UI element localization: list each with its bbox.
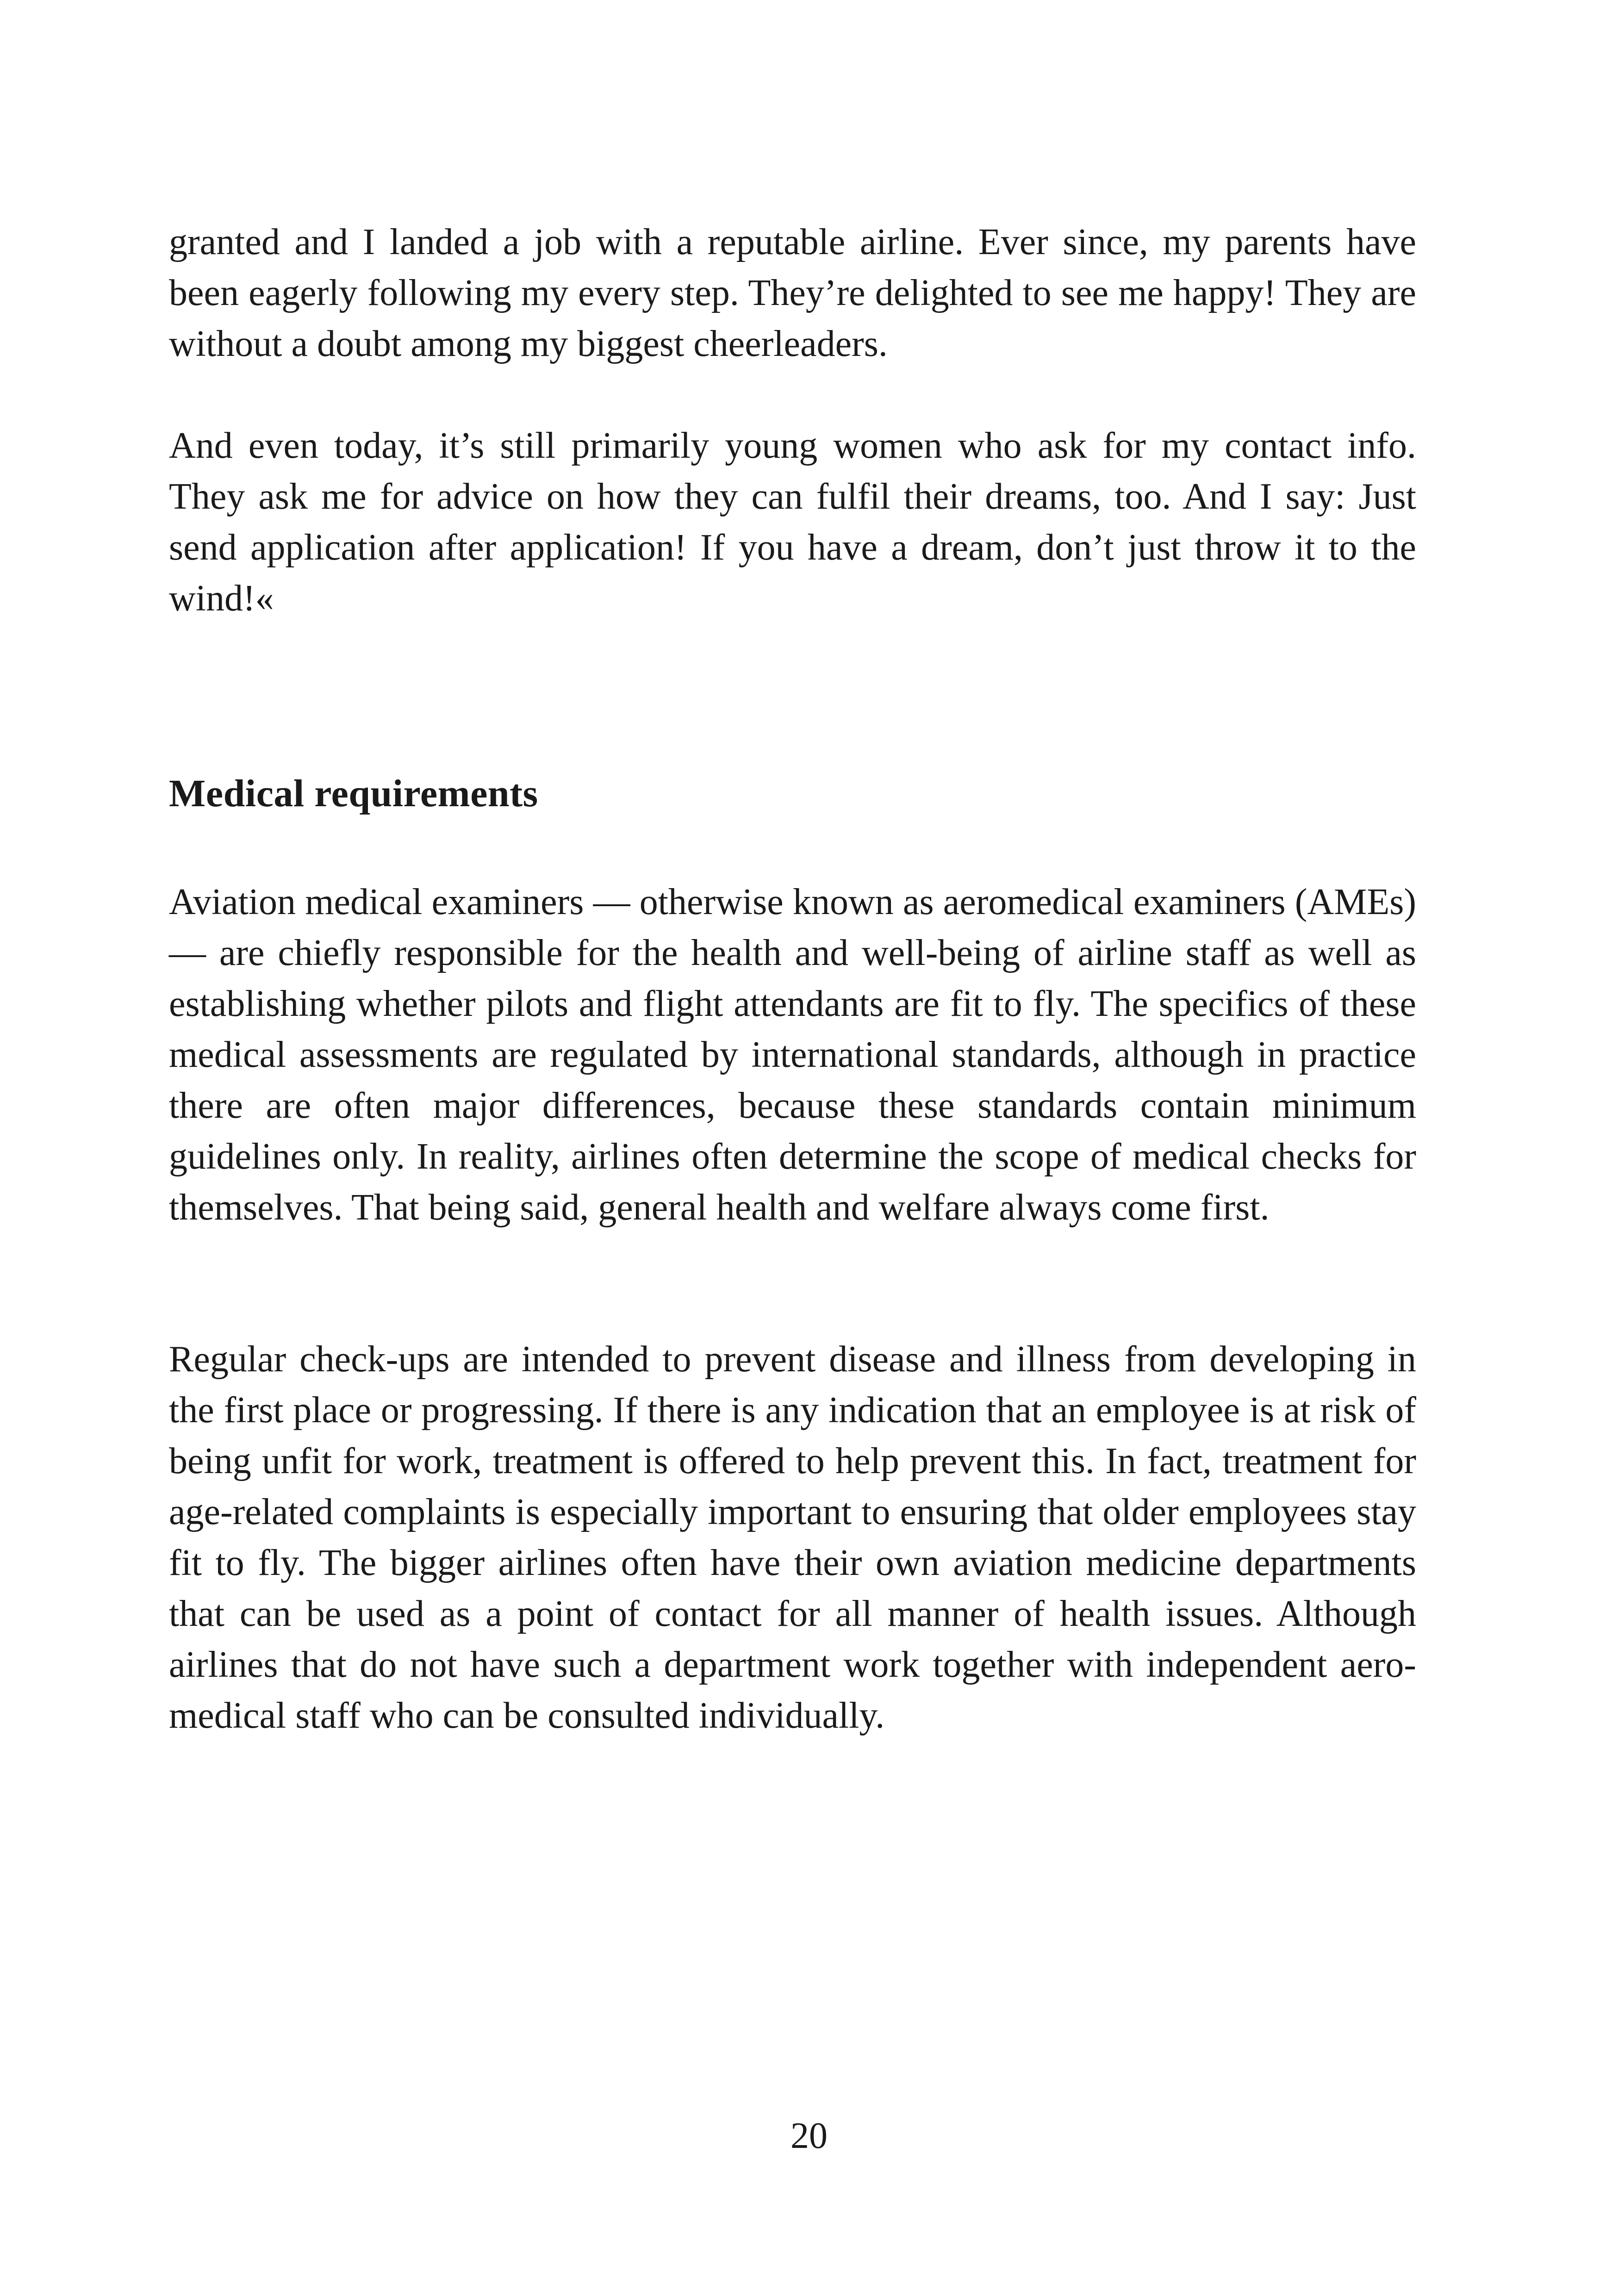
paragraph-checkups [169, 1334, 1416, 1741]
paragraph-text: granted and I landed a job with a reputable airline. Ever since, my parents have been eagerly following my every step. They’re delighted to see me happy! They are without a doubt among my biggest cheerleaders. [169, 222, 1416, 364]
paragraph-text: Aviation medical examiners — otherwise known as aeromedical examiners (AMEs) — are chiefly responsible for the health and well-being of airline staff as well as establishing whether pilots and flight attendants are fit to fly. The specifics of these medical assessments are regulated by international standards, although in practice there are often major differences, because these standards contain minimum guidelines only. In reality, airlines often determine the scope of medical checks for themselves. That being said, general health and welfare always come first. [169, 882, 1416, 1228]
paragraph-text: Regular check-ups are intended to prevent disease and illness from developing in the first place or progressing. If there is any indication that an employee is at risk of being unfit for work, treatment is offered to help prevent this. In fact, treatment for age-related complaints is especially important to ensuring that older employees stay fit to fly. The bigger airlines often have their own aviation medicine departments that can be used as a point of contact for all manner of health issues. Although airlines that do not have such a department work together with independent aeromedical staff who can be consulted individually. [169, 1339, 1416, 1736]
section-heading-container [169, 768, 1416, 819]
paragraph-medical [169, 877, 1416, 1233]
paragraph-text: And even today, it’s still primarily young women who ask for my contact info. They ask me for advice on how they can fulfil their dreams, too. And I say: Just send application after application! If you have a dream, don’t just throw it to the wind!« [169, 425, 1416, 619]
paragraph-intro [169, 217, 1416, 369]
paragraph-quote-end [169, 420, 1416, 624]
page-number: 20 [790, 2116, 828, 2156]
section-heading: Medical requirements [169, 772, 538, 815]
